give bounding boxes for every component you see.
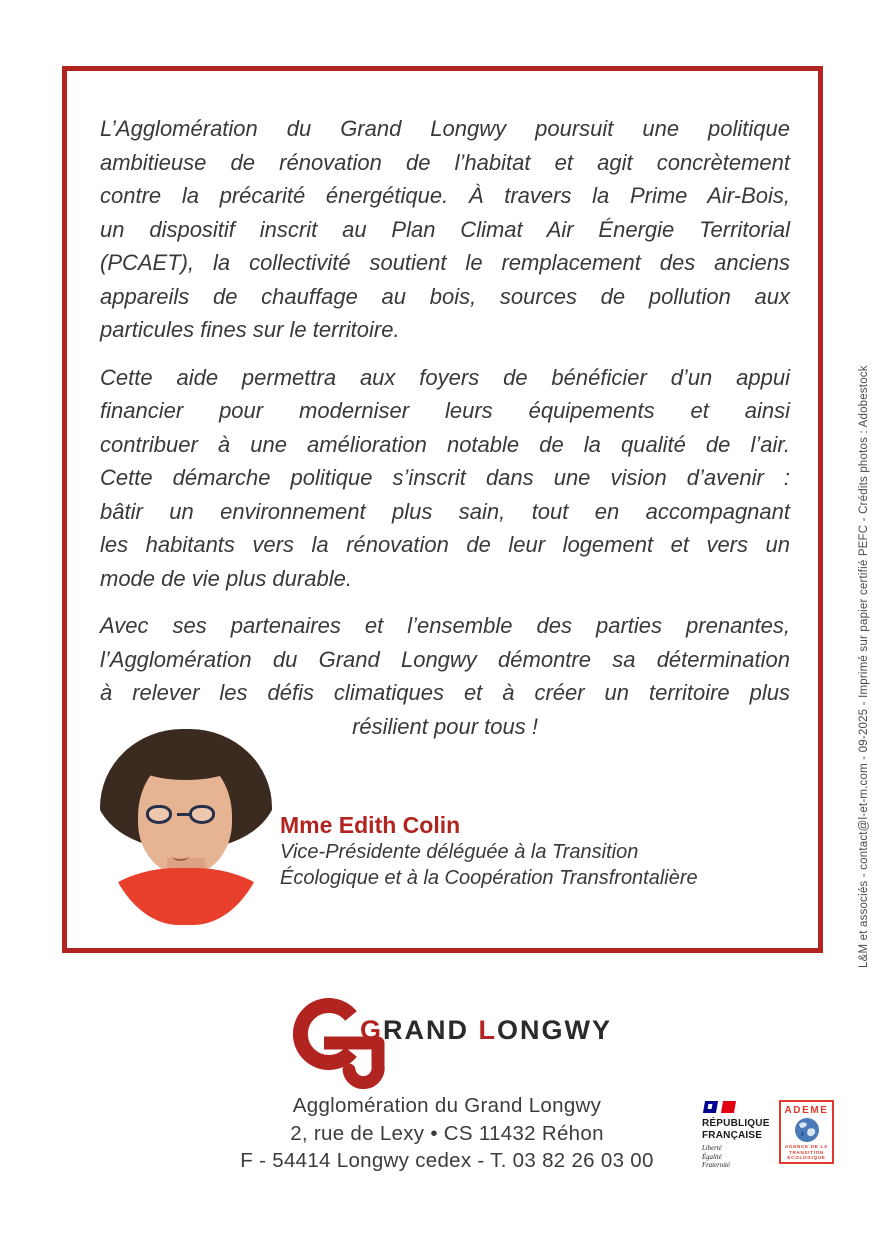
- ademe-tagline-line: ÉCOLOGIQUE: [787, 1155, 826, 1161]
- grand-longwy-wordmark: [360, 1015, 612, 1046]
- quote-line: mode de vie plus durable.: [100, 565, 352, 591]
- portrait-fringe: [134, 747, 237, 780]
- portrait-shirt: [100, 868, 272, 925]
- ademe-name: ADEME: [784, 1105, 829, 1116]
- rf-motto: [702, 1145, 774, 1171]
- quote-paragraph: [100, 609, 790, 743]
- rf-motto-line: Égalité: [702, 1153, 722, 1161]
- quote-line: contre la précarité énergétique. À travers la Prime Air-Bois,: [100, 183, 790, 208]
- quote-line: (PCAET), la collectivité soutient le remplacement des anciens: [100, 250, 790, 275]
- portrait-glasses-bridge: [177, 813, 190, 816]
- quote-line: un dispositif inscrit au Plan Climat Air Énergie Territorial: [100, 216, 790, 242]
- rf-name-line: RÉPUBLIQUE: [702, 1118, 770, 1129]
- ademe-tagline-line: AGENCE DE LA: [784, 1144, 829, 1149]
- quote-line: ambitieuse de rénovation de l’habitat et agit concrètement: [100, 149, 790, 175]
- address-line: F - 54414 Longwy cedex - T. 03 82 26 03 00: [240, 1149, 654, 1172]
- wordmark-part: L: [478, 1015, 498, 1045]
- signatory-title-line: Vice-Présidente déléguée à la Transition: [280, 841, 639, 863]
- quote-line: à relever les défis climatiques et à créer un territoire plus: [100, 680, 790, 705]
- rf-motto-line: Fraternité: [702, 1162, 730, 1169]
- portrait-photo-edith-colin: [100, 729, 272, 925]
- wordmark-part: G: [360, 1015, 384, 1045]
- quote-line: bâtir un environnement plus sain, tout en accompagnant: [100, 498, 790, 524]
- rf-name-line: FRANÇAISE: [702, 1129, 763, 1141]
- quote-line: Avec ses partenaires et l’ensemble des parties prenantes,: [100, 613, 790, 638]
- wordmark-part: ONGWY: [497, 1015, 613, 1045]
- republique-francaise-logo: [702, 1101, 774, 1171]
- address-block: [147, 1092, 747, 1175]
- quote-line: L’Agglomération du Grand Longwy poursuit une politique: [100, 116, 790, 141]
- ademe-tagline: [781, 1144, 832, 1161]
- quote-line: Cette aide permettra aux foyers de bénéficier d’un appui: [100, 364, 790, 390]
- portrait-mouth: [172, 851, 189, 861]
- quote-line: l’Agglomération du Grand Longwy démontre sa détermination: [100, 646, 790, 672]
- quote-line: les habitants vers la rénovation de leur logement et vers un: [100, 532, 790, 557]
- quote-line: appareils de chauffage au bois, sources de pollution aux: [100, 283, 790, 309]
- ademe-logo: [779, 1100, 834, 1164]
- quote-line: particules fines sur le territoire.: [100, 317, 400, 342]
- quote-line: résilient pour tous !: [352, 713, 538, 739]
- wordmark-part: RAND: [383, 1015, 479, 1045]
- address-line: 2, rue de Lexy • CS 11432 Réhon: [290, 1121, 604, 1145]
- quote-line: Cette démarche politique s’inscrit dans une vision d’avenir :: [100, 465, 790, 490]
- quote-paragraph: [100, 361, 790, 596]
- signatory-name: Mme Edith Colin: [280, 812, 461, 838]
- signatory-block: [280, 811, 800, 891]
- print-credits-sidebar: L&M et associés - contact@l-et-m.com - 09-2025 - Imprimé sur papier certifié PEFC - Crédits photos : Adobestock: [858, 365, 870, 968]
- signatory-title-line: Écologique et à la Coopération Transfrontalière: [280, 867, 698, 889]
- address-line: Agglomération du Grand Longwy: [292, 1094, 602, 1117]
- quote-line: contribuer à une amélioration notable de la qualité de l’air.: [100, 431, 790, 457]
- quote-line: financier pour moderniser leurs équipements et ainsi: [100, 398, 790, 423]
- ademe-globe-icon: [794, 1117, 820, 1143]
- ademe-tagline-line: TRANSITION: [788, 1149, 825, 1155]
- quote-text: [100, 112, 790, 757]
- flag-red-stripe: [721, 1101, 736, 1113]
- french-flag-icon: [702, 1101, 738, 1115]
- rf-motto-line: Liberté: [702, 1145, 722, 1152]
- quote-frame: [62, 66, 823, 953]
- quote-paragraph: [100, 112, 790, 347]
